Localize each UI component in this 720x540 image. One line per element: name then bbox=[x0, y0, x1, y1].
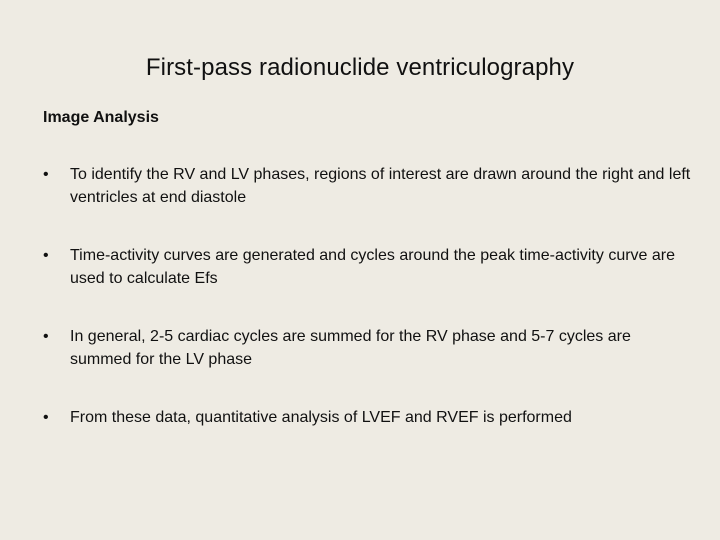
bullet-item-3 bbox=[43, 325, 693, 371]
bullet-text: Time-activity curves are generated and cycles around the peak time-activity curve are used to calculate Efs bbox=[70, 247, 676, 287]
bullet-item-2 bbox=[43, 244, 693, 290]
section-heading: Image Analysis bbox=[43, 109, 159, 126]
bullet-list bbox=[43, 163, 693, 464]
bullet-icon: • bbox=[43, 409, 49, 426]
bullet-item-4 bbox=[43, 406, 693, 429]
bullet-icon: • bbox=[43, 328, 49, 345]
bullet-text: In general, 2-5 cardiac cycles are summed for the RV phase and 5-7 cycles are summed for the LV phase bbox=[70, 328, 631, 368]
bullet-icon: • bbox=[43, 247, 49, 264]
bullet-icon: • bbox=[43, 166, 49, 183]
bullet-text: To identify the RV and LV phases, regions of interest are drawn around the right and left ventricles at end diastole bbox=[70, 166, 691, 206]
slide-title: First-pass radionuclide ventriculography bbox=[145, 54, 575, 81]
bullet-item-1 bbox=[43, 163, 693, 209]
bullet-text: From these data, quantitative analysis of LVEF and RVEF is performed bbox=[70, 409, 572, 426]
